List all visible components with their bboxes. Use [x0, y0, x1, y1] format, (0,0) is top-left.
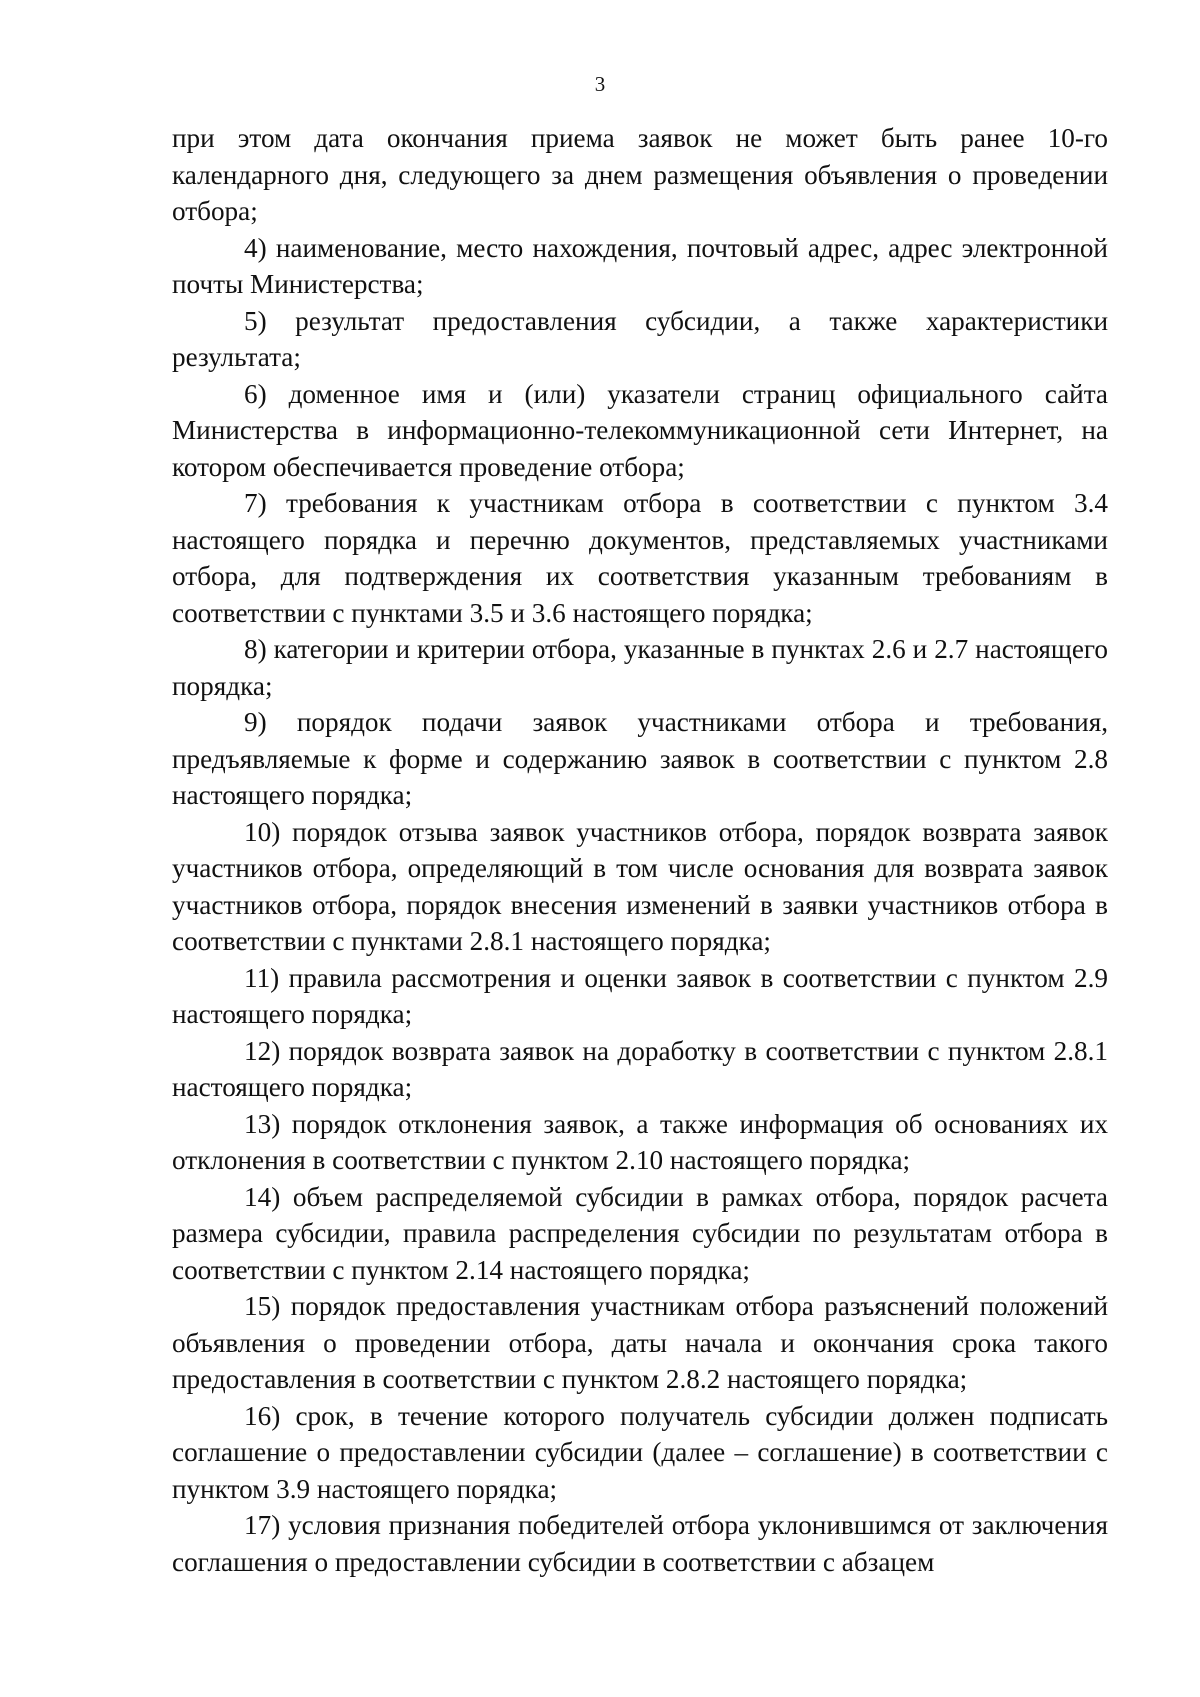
paragraph-item-13: 13) порядок отклонения заявок, а также информация об основаниях их отклонения в соответствии с пунктом 2.10 настоящего порядка;: [172, 1108, 1108, 1175]
document-body: [172, 120, 1108, 1580]
paragraph-continuation: при этом дата окончания приема заявок не может быть ранее 10-го календарного дня, следующего за днем размещения объявления о проведении отбора;: [172, 123, 1108, 226]
paragraph-item-15: 15) порядок предоставления участникам отбора разъяснений положений объявления о проведении отбора, даты начала и окончания срока такого предоставления в соответствии с пунктом 2.8.2 настоящего порядка;: [172, 1291, 1108, 1394]
paragraph-item-9: 9) порядок подачи заявок участниками отбора и требования, предъявляемые к форме и содержанию заявок в соответствии с пунктом 2.8 настоящего порядка;: [172, 707, 1108, 810]
paragraph-item-11: 11) правила рассмотрения и оценки заявок в соответствии с пунктом 2.9 настоящего порядка;: [172, 962, 1108, 1029]
paragraph-item-12: 12) порядок возврата заявок на доработку в соответствии с пунктом 2.8.1 настоящего порядка;: [172, 1035, 1108, 1102]
paragraph-item-6: 6) доменное имя и (или) указатели страниц официального сайта Министерства в информационно-телекоммуникационной сети Интернет, на котором обеспечивается проведение отбора;: [172, 378, 1108, 482]
paragraph-item-4: 4) наименование, место нахождения, почтовый адрес, адрес электронной почты Министерства;: [172, 232, 1108, 299]
paragraph-item-16: 16) срок, в течение которого получатель субсидии должен подписать соглашение о предоставлении субсидии (далее – соглашение) в соответствии с пунктом 3.9 настоящего порядка;: [172, 1400, 1108, 1504]
paragraph-item-10: 10) порядок отзыва заявок участников отбора, порядок возврата заявок участников отбора, определяющий в том числе основания для возврата заявок участников отбора, порядок внесения изменений в заявки участников отбора в соответствии с пунктами 2.8.1 настоящего порядка;: [172, 816, 1108, 956]
paragraph-item-8: 8) категории и критерии отбора, указанные в пунктах 2.6 и 2.7 настоящего порядка;: [172, 634, 1108, 701]
paragraph-item-14: 14) объем распределяемой субсидии в рамках отбора, порядок расчета размера субсидии, правила распределения субсидии по результатам отбора в соответствии с пунктом 2.14 настоящего порядка;: [172, 1181, 1108, 1285]
paragraph-item-5: 5) результат предоставления субсидии, а также характеристики результата;: [172, 305, 1108, 372]
page-number: 3: [594, 72, 606, 96]
paragraph-item-17: 17) условия признания победителей отбора уклонившимся от заключения соглашения о предоставлении субсидии в соответствии с абзацем: [172, 1510, 1108, 1577]
paragraph-item-7: 7) требования к участникам отбора в соответствии с пунктом 3.4 настоящего порядка и перечню документов, представляемых участниками отбора, для подтверждения их соответствия указанным требованиям в соответствии с пунктами 3.5 и 3.6 настоящего порядка;: [172, 488, 1108, 628]
